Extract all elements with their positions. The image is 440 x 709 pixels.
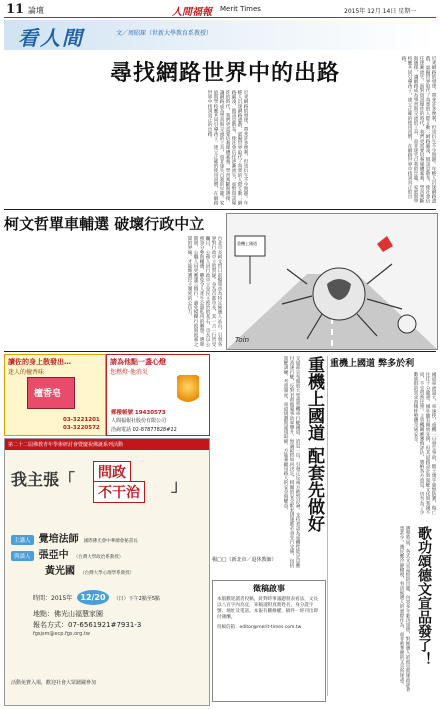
vertical-divider <box>327 356 328 696</box>
time-date-badge: 12/20 <box>77 590 108 605</box>
page-header <box>4 3 436 18</box>
event-time <box>33 585 203 605</box>
contribution-notice <box>212 580 326 702</box>
product-name: 檀香皂 <box>34 389 62 399</box>
ad-subtitle: 迷人的檀香味 <box>8 369 45 376</box>
headline-box-2: 不干治 <box>93 481 145 503</box>
cartoon-credit: Toin <box>235 336 250 344</box>
paper-logo-en: Merit Times <box>220 5 261 13</box>
notice-email: 投稿信箱：editor@merit-times.com.tw <box>217 625 302 630</box>
speaker-name: 黃光國 <box>45 566 75 577</box>
event-top-bar: 第二十二屆佛教青年學術研討會暨慶祝佛誕系列活動 <box>5 439 209 450</box>
ad-subtitle: 您燃燈‧他消災 <box>110 369 148 376</box>
headline-box-1: 問政 <box>93 461 131 483</box>
ad-phone: 洽詢電話 02-87877828#22 <box>111 427 177 433</box>
speaker-title: （台灣大學政治系教授） <box>73 555 124 560</box>
section-divider-2 <box>4 351 436 352</box>
section-name: 論壇 <box>28 6 44 15</box>
ad-phone-2: 03-3220572 <box>63 425 100 431</box>
heavy-bike-headline: 重機上國道 配套先做好 <box>304 356 324 532</box>
cartoon-sign: 重機上國道 <box>237 241 257 246</box>
soap-box-image <box>27 377 75 409</box>
headline-left: 我主張「 <box>11 470 76 489</box>
lamp-image <box>177 375 199 405</box>
heavy-bike-body: 交通部宣布開放大型重型機車行駛國道，消息一出，引發正反兩方熱烈討論。支持者認為重機性能足以應付高速行駛，反對者則擔憂事故率攀升。無論最終如何決定，相關的安全配套措施都必須先行完備，包括駕駛訓練、考照制度、車道規劃與違規取締，方能兼顧用路人的安全與權益。 <box>283 356 300 568</box>
event-phone: 報名方式：07-6561921#7931-3 <box>33 621 142 629</box>
event-ad <box>4 438 210 706</box>
ad-title: 讀佐的身上散發出… <box>8 358 71 366</box>
speaker-row-3 <box>45 559 205 578</box>
headline-right: 」 <box>171 476 188 495</box>
speaker-title: 國際佛光會中華總會秘書長 <box>83 539 138 544</box>
second-article-body: 台北市長柯文哲日前騎單車為特定候選人站台，引發各界對行政中立的質疑。身為首都市長，其一言一行皆受矚目，公務人員行政中立是民主政治的基石，市長以公務身分參與輔選，難免令人產生公器私用的聯想。選舉期間，公職人員更應謹言慎行，避免模糊行政與政黨之間的界線，才能維護民主制度的公信力。 <box>187 236 222 347</box>
lamp-offering-ad <box>106 354 210 436</box>
song-article-body: 選舉將屆，各式文宣品紛紛出籠，內容多半歌功頌德，對候選人的政見與施政卻著墨甚少。選民應冷靜檢視，看清候選人的實際作為，而非被華麗的文宣所迷惑。 <box>399 526 410 692</box>
column-logo: 看人間 <box>18 26 84 50</box>
lead-article-body-left: 近來網路的發達，帶來許多便利，但也衍生不少問題。年輕人沉迷網路遊戲，虛擬世界取代了真實的人際互動；網路霸凌、假訊息散布，使社會信任逐漸流失。面對資訊爆炸的時代，我們更需要培養媒體素養，學習判斷與選擇，讓網路成為學習與交流的工具，而非迷失自我的牢籠。家庭與學校應共同引導孩子，建立正確的使用習慣，在網路世界中找到真正的出路。 <box>207 90 248 205</box>
section-divider <box>4 209 436 210</box>
ad-title: 請為他點一盞心燈 <box>110 358 166 366</box>
speaker-label: 與談人 <box>11 551 34 561</box>
ad-org: 人間福報社股份有限公司 <box>111 418 167 424</box>
second-headline: 柯文哲單車輔選 破壞行政中立 <box>4 215 205 233</box>
right-column-body: 國道車流量大、車速快，重機一旦發生事故，騎士幾乎毫無防護，傷亡往往十分嚴重。國外雖有開放先例，但其道路設計與駕駛文化與我國不同，不宜貿然比照。主管機關應審慎評估，廣納各方意見，切勿為了少數族群的需求而犧牲整體交通安全。 <box>413 372 436 515</box>
speaker-name: 覺培法師 <box>38 534 79 545</box>
notice-title: 徵稿啟事 <box>253 584 285 593</box>
notice-body: 本版歡迎讀者投稿，針對時事議題發表看法，文長以八百字內為宜，來稿請附真實姓名、身分證字號、地址及電話。本報有刪修權，稿件一經刊出即付薄酬。 <box>217 597 319 620</box>
column-banner <box>4 20 436 50</box>
event-footer: 活動免費入場，歡迎社會大眾踴躍參加 <box>11 680 97 686</box>
speaker-name: 張亞中 <box>38 550 69 561</box>
lead-article-body-right: 近來網路的發達，帶來許多便利，但也衍生不少問題。年輕人沉迷網路遊戲，虛擬世界取代了真實的人際互動；網路霸凌、假訊息散布，使社會信任逐漸流失。面對資訊爆炸的時代，我們更需要培養媒體素養，學習判斷與選擇，讓網路成為學習與交流的工具，而非迷失自我的牢籠。家庭與學校應共同引導孩子，建立正確的使用習慣，在網路世界中找到真正的出路。 <box>401 56 436 204</box>
event-email: fgsjsm@ecp.fgs.org.tw <box>33 631 90 637</box>
event-place: 地點：佛光山福慧家園 <box>33 610 103 618</box>
paper-logo: 人間福報 <box>172 7 212 18</box>
author-line: 文／周昭琛（世新大學教育系教授） <box>116 30 213 37</box>
event-headline <box>11 459 207 503</box>
right-column-headline: 重機上國道 弊多於利 <box>330 359 415 369</box>
time-label: 時間：2015年 <box>33 595 73 602</box>
lead-headline: 尋找網路世界中的出路 <box>109 60 340 86</box>
song-article-headline: 歌功頌德文宣品發了！ <box>416 526 432 666</box>
time-detail: （日）下午2點至5點 <box>113 596 161 602</box>
ad-phone-1: 03-3221201 <box>63 417 100 423</box>
editorial-cartoon <box>226 213 438 350</box>
heavy-bike-author: 楊□□（新北市／退休教師） <box>212 557 277 563</box>
incense-soap-ad <box>4 354 106 436</box>
speaker-title: （台灣大學心理學系教授） <box>80 571 135 576</box>
ad-account: 郵撥帳號 19430573 <box>111 410 166 416</box>
page-number: 11 <box>6 2 25 17</box>
issue-date: 2015年 12月 14日 星期一 <box>344 8 417 15</box>
cartoon-drawing <box>227 214 437 349</box>
speaker-label: 主講人 <box>11 535 34 545</box>
